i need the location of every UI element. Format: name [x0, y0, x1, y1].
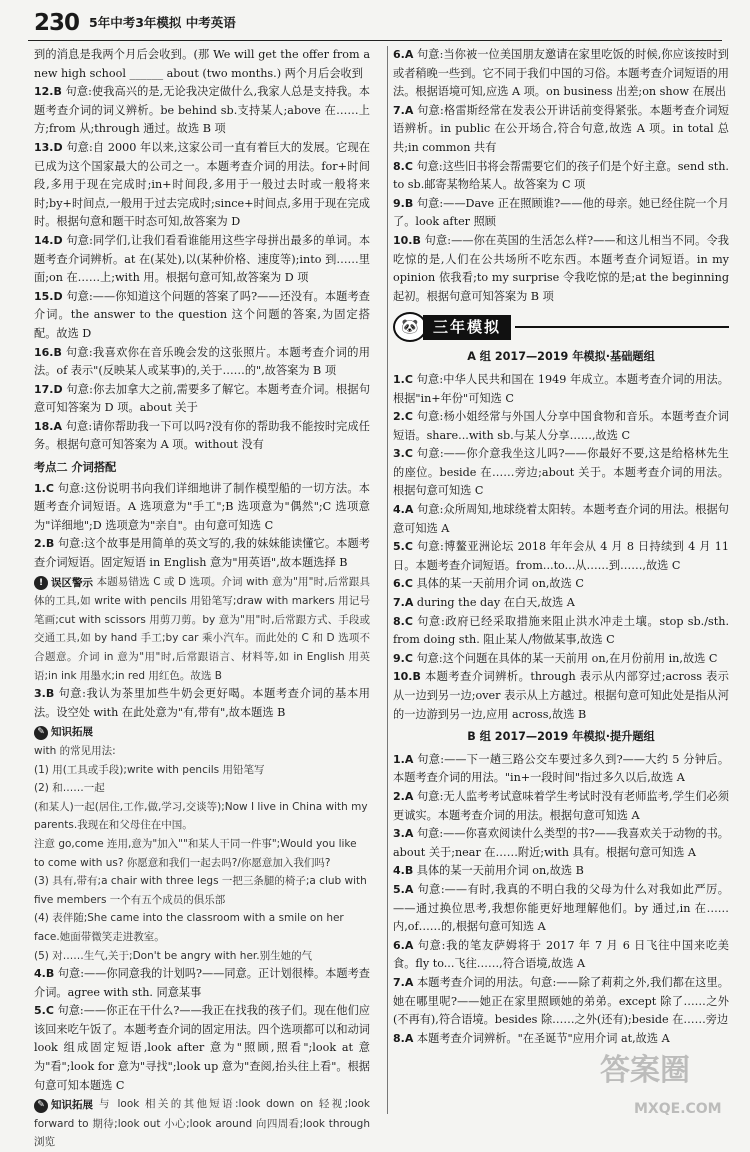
answer-list-kaodian2 [34, 480, 370, 573]
book-title: 5年中考3年模拟 中考英语 [89, 14, 236, 30]
answer-key: 12.B [34, 85, 62, 99]
answer-text: 句意:请你帮助我一下可以吗?没有你的帮助我不能按时完成任务。根据句意可知答案为 A 项。without 没有 [34, 419, 370, 452]
answer-text: 本题考查介词辨析。through 表示从内部穿过;across 表示从一边到另一边;over 表示从上方越过。根据句意可知此处是指从河的一边游到另一边,应用 across,故选 B [393, 670, 729, 721]
answer-key: 8.A [393, 1031, 414, 1045]
answer-item [393, 751, 729, 788]
answer-item [34, 418, 370, 455]
answer-item [393, 158, 729, 195]
answer-key: 18.A [34, 419, 62, 433]
tip-line: (1) 用(工具或手段);write with pencils 用铅笔写 [34, 763, 265, 776]
answer-list-mid [34, 685, 370, 722]
tip-label: ! 误区警示 [34, 574, 93, 593]
answer-item [34, 46, 370, 83]
answer-list-group-b [393, 751, 729, 1049]
answer-text: 句意:——Dave 正在照顾谁?——他的母亲。她已经住院一个月了。look after 照顾 [393, 196, 729, 229]
tip-line: (2) 和……一起 [34, 782, 105, 795]
answer-item [393, 862, 729, 881]
answer-text: 句意:这份说明书向我们详细地讲了制作模型船的一切方法。本题考查介词短语。A 选项意为"手工";B 选项意为"偶然";C 选项意为"详细地";D 选项意为"亲自"。由句意可知选 C [34, 481, 370, 532]
answer-text: 句意:这个故事是用简单的英文写的,我的妹妹能读懂它。本题考查介词短语。固定短语 in English 意为"用英语",故本题选择 B [34, 537, 370, 570]
answer-list-bottom [34, 965, 370, 1095]
tip-line: (4) 表伴随;She came into the classroom with a smile on her face.她面带微笑走进教室。 [34, 912, 344, 943]
answer-key: 14.D [34, 233, 63, 247]
answer-item [393, 613, 729, 650]
answer-item [34, 480, 370, 536]
answer-key: 9.B [393, 196, 414, 210]
answer-key: 4.A [393, 503, 414, 517]
tip-box-extension-2 [34, 1095, 370, 1152]
watermark-logo: 答案圈 MXQE.COM [600, 1053, 722, 1117]
banner-rule [515, 326, 729, 328]
answer-item [393, 788, 729, 825]
answer-key: 6.C [393, 577, 413, 591]
tip-text: 本题易错选 C 或 D 选项。介词 with 意为"用"时,后常跟具体的工具,如 write with pencils 用铅笔写;draw with markers 用记号笔画;cut with scissors 用剪刀剪。by 意为"用"时,后常跟方式、手段或交通工具,如 by hand 手工;by car 乘小汽车。而此处的 C 和 D 选项不合题意。介词 in 意为"用"时,后常跟语言、材料等,如 in English 用英语;in ink 用墨水;in red 用红色。故选 B [34, 575, 370, 682]
answer-text: 句意:杨小姐经常与外国人分享中国食物和音乐。本题考查介词短语。share...with sb.与某人分享……,故选 C [393, 410, 729, 442]
answer-key: 2.C [393, 410, 413, 424]
answer-text: 句意:——你知道这个问题的答案了吗?——还没有。本题考查介词。the answer to the question 这个问题的答案,为固定搭配。故选 D [34, 289, 370, 340]
answer-text: 句意:——你喜欢阅读什么类型的书?——我喜欢关于动物的书。about 关于;near 在……附近;with 具有。根据句意可知选 A [393, 827, 729, 859]
answer-text: 句意:格雷斯经常在发表公开讲话前变得紧张。本题考查介词短语辨析。in public 在公开场合,符合句意,故选 A 项。in total 总共;in common 共有 [393, 103, 729, 154]
answer-key: 7.A [393, 103, 414, 117]
banner-title: 三年模拟 [423, 315, 511, 340]
answer-item [34, 344, 370, 381]
tip-line: (5) 对……生气,关于;Don't be angry with her.别生她的气 [34, 949, 313, 962]
answer-item [34, 1002, 370, 1095]
answer-key: 8.C [393, 614, 413, 628]
answer-key: 3.C [393, 447, 413, 461]
answer-item [393, 102, 729, 158]
answer-key: 16.B [34, 345, 62, 359]
answer-item [34, 535, 370, 572]
answer-item [393, 881, 729, 937]
answer-key: 15.D [34, 289, 63, 303]
answer-text: 本题考查介词的用法。句意:——除了莉莉之外,我们都在这里。她在哪里呢?——她正在家里照顾她的弟弟。except 除了……之外(不再有),符合语境。besides 除……之外(还有);beside 在……旁边 [393, 975, 729, 1027]
tip-line: (3) 具有,带有;a chair with three legs 一把三条腿的椅子;a club with five members 一个有五个成员的俱乐部 [34, 875, 367, 906]
answer-item [393, 974, 729, 1030]
answer-text: 本题考查介词辨析。"在圣诞节"应用介词 at,故选 A [416, 1031, 670, 1045]
answer-text: 到的消息是我两个月后会收到。(那 We will get the offer from a new high school ______ about (two months.) 两个月后会收到 [34, 48, 370, 80]
answer-key: 1.C [393, 372, 413, 386]
answer-text: 句意:——你介意我坐这儿吗?——你最好不要,这是给格林先生的座位。beside 在……旁边;about 关于。本题考查介词的用法。根据句意可知选 C [393, 447, 729, 498]
answer-text: 句意:我认为茶里加些牛奶会更好喝。本题考查介词的基本用法。设空处 with 在此处意为"有,带有",故本题选 B [34, 687, 370, 719]
answer-key: 13.D [34, 140, 63, 154]
answer-key: 5.C [393, 540, 413, 554]
answer-item [393, 668, 729, 724]
answer-key: 10.B [393, 670, 421, 684]
lightbulb-icon: ✎ [34, 1099, 48, 1113]
answer-key: 17.D [34, 382, 63, 396]
group-b-heading: B 组 2017—2019 年模拟·提升题组 [467, 730, 655, 744]
answer-text: 句意:众所周知,地球绕着太阳转。本题考查介词的用法。根据句意可知选 A [393, 503, 729, 535]
tip-line: (和某人)一起(居住,工作,做,学习,交谈等);Now I live in China with my parents.我现在和父母住在中国。 [34, 800, 368, 832]
answer-item [34, 685, 370, 722]
section-banner [393, 312, 729, 342]
tip-line: 注意 go,come 连用,意为"加入""和某人干同一件事";Would you like to come with us? 你愿意和我们一起去吗?/你愿意加入我们吗? [34, 837, 357, 869]
answer-text: 句意:我喜欢你在音乐晚会发的这张照片。本题考查介词的用法。of 表示"(反映某人或某事)的,关于……的",故答案为 B 项 [34, 345, 370, 378]
answer-item [34, 139, 370, 232]
answer-key: 3.B [34, 687, 55, 701]
answer-key: 6.A [393, 938, 414, 952]
right-column [393, 46, 729, 1114]
answer-text: 句意:你去加拿大之前,需要多了解它。本题考查介词。根据句意可知答案为 D 项。about 关于 [34, 382, 371, 415]
answer-list-group-a [393, 371, 729, 724]
answer-key: 5.C [34, 1004, 54, 1018]
answer-item [34, 232, 370, 288]
answer-list-right-top [393, 46, 729, 306]
tip-box-mistake [34, 573, 370, 686]
left-column [34, 46, 371, 1149]
answer-key: 8.C [393, 159, 413, 173]
answer-key: 1.C [34, 481, 54, 495]
answer-text: 具体的某一天前用介词 on,故选 B [416, 864, 584, 878]
answer-key: 6.A [393, 48, 414, 61]
answer-item [393, 538, 729, 575]
tip-label: ✎ 知识拓展 [34, 1096, 93, 1115]
answer-text: 句意:这些旧书将会帮需要它们的孩子们是个好主意。send sth. to sb.邮寄某物给某人。故答案为 C 项 [393, 159, 729, 192]
answer-key: 2.A [393, 789, 414, 803]
answer-text: 句意:政府已经采取措施来阻止洪水冲走土壤。stop sb./sth. from doing sth. 阻止某人/物做某事,故选 C [393, 614, 730, 647]
answer-text: 句意:同学们,让我们看看谁能用这些字母拼出最多的单词。本题考查介词辨析。at 在(某处),以(某种价格、速度等);into 到……里面;on 在……上;with 用。根据句意可知,故答案为 D 项 [34, 233, 371, 285]
answer-text: 句意:这个问题在具体的某一天前用 on,在月份前用 in,故选 C [416, 651, 718, 665]
answer-item [393, 408, 729, 445]
tip-text: 与 look 相关的其他短语:look down on 轻视;look forward to 期待;look out 小心;look around 向四周看;look through 浏览 [34, 1098, 370, 1149]
answer-key: 7.A [393, 975, 414, 989]
answer-text: 句意:博鳌亚洲论坛 2018 年年会从 4 月 8 日持续到 4 月 11 日。本题考查介词短语。from...to...从……到……,故选 C [393, 540, 729, 572]
column-divider [387, 46, 388, 1114]
answer-item [393, 46, 729, 102]
answer-key: 10.B [393, 233, 421, 247]
answer-item [393, 825, 729, 862]
answer-item [393, 575, 729, 594]
header-rule [28, 40, 722, 41]
answer-item [393, 371, 729, 408]
answer-text: 句意:——有时,我真的不明白我的父母为什么对我如此严厉。——通过换位思考,我想你能更好地理解他们。by 通过,in 在……内,of……的,根据句意可知选 A [393, 882, 729, 934]
answer-text: 句意:中华人民共和国在 1949 年成立。本题考查介词的用法。根据"in+年份"可知选 C [393, 372, 729, 405]
tip-label: ✎ 知识拓展 [34, 723, 93, 742]
lightbulb-icon: ✎ [34, 726, 48, 740]
answer-item [393, 232, 729, 306]
answer-key: 5.A [393, 882, 414, 896]
answer-item [393, 1030, 729, 1049]
answer-item [393, 195, 729, 232]
mascot-icon: 🐼 [393, 312, 427, 342]
answer-key: 2.B [34, 537, 55, 551]
group-a-heading: A 组 2017—2019 年模拟·基础题组 [467, 350, 655, 364]
answer-item [393, 937, 729, 974]
answer-item [34, 83, 370, 139]
answer-text: 句意:自 2000 年以来,这家公司一直有着巨大的发展。它现在已成为这个国家最大的公司之一。本题考查介词的用法。for+时间段,多用于现在完成时;in+时间段,多用于一般过去时或一般将来时;by+时间点,一般用于过去完成时;since+时间点,多用于现在完成时。根据句意和题干时态可知,故答案为 D [34, 140, 370, 229]
answer-item [393, 650, 729, 669]
answer-item [393, 445, 729, 501]
answer-text: 句意:——你正在干什么?——我正在找我的孩子们。现在他们应该回来吃午饭了。本题考查介词的固定用法。四个选项都可以和动词 look 组成固定短语,look after 意为"照顾,照看";look at 意为"看";look for 意为"寻找";look up 意为"查阅,抬头往上看"。根据句意可知本题选 C [34, 1004, 370, 1092]
section-heading-kaodian2: 考点二 介词搭配 [34, 461, 117, 475]
answer-list-top [34, 46, 370, 455]
answer-key: 4.B [34, 967, 55, 981]
answer-item [393, 594, 729, 613]
answer-key: 9.C [393, 651, 413, 665]
tip-box-extension [34, 722, 370, 965]
answer-text: during the day 在白天,故选 A [416, 596, 575, 610]
page-number: 230 [34, 9, 80, 36]
answer-text: 句意:无人监考考试意味着学生考试时没有老师监考,学生们必须更诚实。本题考查介词的用法。根据句意可知选 A [393, 789, 729, 822]
answer-text: 具体的某一天前用介词 on,故选 C [416, 577, 584, 591]
warning-icon: ! [34, 576, 48, 590]
answer-item [34, 965, 370, 1002]
page-header [34, 8, 236, 38]
answer-item [34, 381, 370, 418]
answer-item [393, 501, 729, 538]
answer-key: 7.A [393, 596, 414, 610]
tip-line: with 的常见用法: [34, 744, 116, 757]
answer-key: 4.B [393, 864, 414, 878]
answer-text: 句意:我的笔友萨姆将于 2017 年 7 月 6 日飞往中国来吃美食。fly to...飞往……,符合语境,故选 A [393, 938, 729, 971]
answer-item [34, 288, 370, 344]
answer-text: 句意:使我高兴的是,无论我决定做什么,我家人总是支持我。本题考查介词的词义辨析。be behind sb.支持某人;above 在……上方;from 从;through 通过。故选 B 项 [34, 85, 370, 136]
answer-key: 3.A [393, 827, 414, 841]
answer-text: 句意:——下一趟三路公交车要过多久到?——大约 5 分钟后。本题考查介词的用法。"in+一段时间"指过多久以后,故选 A [393, 752, 730, 785]
answer-key: 1.A [393, 752, 414, 766]
answer-text: 句意:当你被一位美国朋友邀请在家里吃饭的时候,你应该按时到或者稍晚一些到。它不同于我们中国的习俗。本题考查介词短语的用法。根据语境可知,应选 A 项。on business 出差;on show 在展出 [393, 48, 729, 99]
answer-text: 句意:——你同意我的计划吗?——同意。正计划很棒。本题考查介词。agree with sth. 同意某事 [34, 967, 370, 999]
answer-text: 句意:——你在英国的生活怎么样?——和这儿相当不同。令我吃惊的是,人们在公共场所不吃东西。本题考查介词短语。in my opinion 依我看;to my surprise 令我吃惊的是;at the beginning 起初。根据句意可知答案为 B 项 [393, 233, 729, 303]
